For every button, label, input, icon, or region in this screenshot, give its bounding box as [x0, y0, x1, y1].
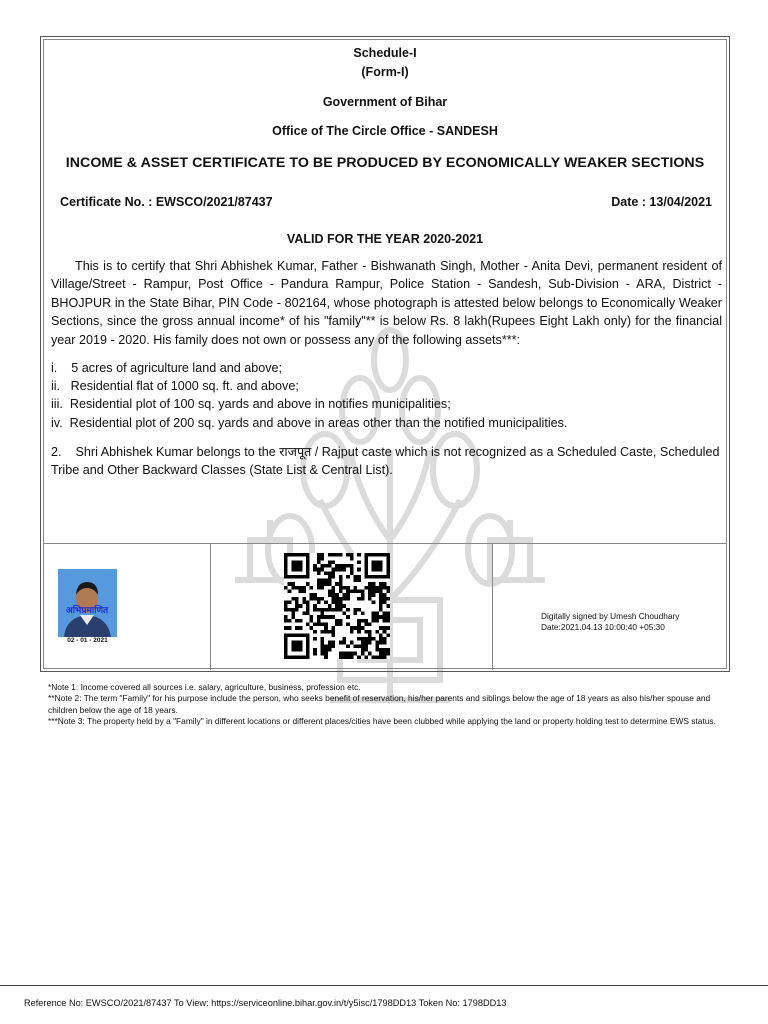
government-heading: Government of Bihar — [322, 95, 448, 109]
notes-section — [48, 682, 728, 727]
assets-list — [51, 359, 567, 432]
cell-divider — [210, 544, 211, 670]
applicant-photo — [58, 569, 117, 637]
cell-divider — [492, 544, 493, 670]
signed-date: Date:2021.04.13 10:00:40 +05:30 — [541, 622, 665, 632]
validity-line: VALID FOR THE YEAR 2020-2021 — [286, 232, 484, 246]
asset-item: ii. Residential flat of 1000 sq. ft. and above; — [51, 379, 299, 394]
certificate-date: Date : 13/04/2021 — [611, 195, 712, 209]
asset-item: i. 5 acres of agriculture land and above; — [51, 361, 283, 375]
digital-signature — [541, 611, 679, 633]
reference-footer: Reference No: EWSCO/2021/87437 To View: https://serviceonline.bihar.gov.in/t/y5isc/1798DD13 Token No: 1798DD13 — [24, 998, 507, 1008]
photo-date: 02 - 01 - 2021 — [67, 637, 108, 644]
signed-by: Digitally signed by Umesh Choudhary — [541, 611, 680, 621]
asset-item: iv. Residential plot of 200 sq. yards and above in areas other than the notified municipalities. — [51, 415, 568, 430]
footer-divider — [0, 985, 768, 986]
attested-stamp: अभिप्रमाणित — [65, 606, 109, 616]
note-item: *Note 1: Income covered all sources i.e. salary, agriculture, business, profession etc. — [48, 682, 361, 692]
form-heading: (Form-I) — [361, 65, 409, 79]
qr-code[interactable] — [284, 553, 390, 659]
certificate-title: INCOME & ASSET CERTIFICATE TO BE PRODUCED BY ECONOMICALLY WEAKER SECTIONS — [65, 155, 705, 171]
certificate-number: Certificate No. : EWSCO/2021/87437 — [60, 195, 273, 209]
office-heading: Office of The Circle Office - SANDESH — [272, 124, 498, 138]
caste-paragraph: 2. Shri Abhishek Kumar belongs to the राजपूत / Rajput caste which is not recognized as a Scheduled Caste, Scheduled Tribe and Other Backward Classes (State List & Central List). — [51, 445, 723, 478]
certification-paragraph: This is to certify that Shri Abhishek Kumar, Father - Bishwanath Singh, Mother - Anita Devi, permanent resident of Village/Street - Rampur, Post Office - Pandura Rampur, Police Station - Sandesh, Sub-Division - ARA, District - BHOJPUR in the State Bihar, PIN Code - 802164, whose photograph is attested below belongs to Economically Weaker Sections, since the gross annual income* of his "family"** is below Rs. 8 lakh(Rupees Eight Lakh only) for the financial year 2019 - 2020. His family does not own or possess any of the following assets***: — [51, 259, 722, 347]
note-item: ***Note 3: The property held by a "Family" in different locations or different places/cities have been clubbed while applying the land or property holding test to determine EWS status. — [48, 715, 716, 726]
schedule-heading: Schedule-I — [353, 46, 417, 60]
note-item: **Note 2: The term "Family" for his purpose include the person, who seeks benefit of reservation, his/her parents and siblings below the age of 18 years as also his/her spouse and children below the age of 18 years. — [48, 693, 711, 715]
asset-item: iii. Residential plot of 100 sq. yards and above in notifies municipalities; — [51, 397, 451, 412]
